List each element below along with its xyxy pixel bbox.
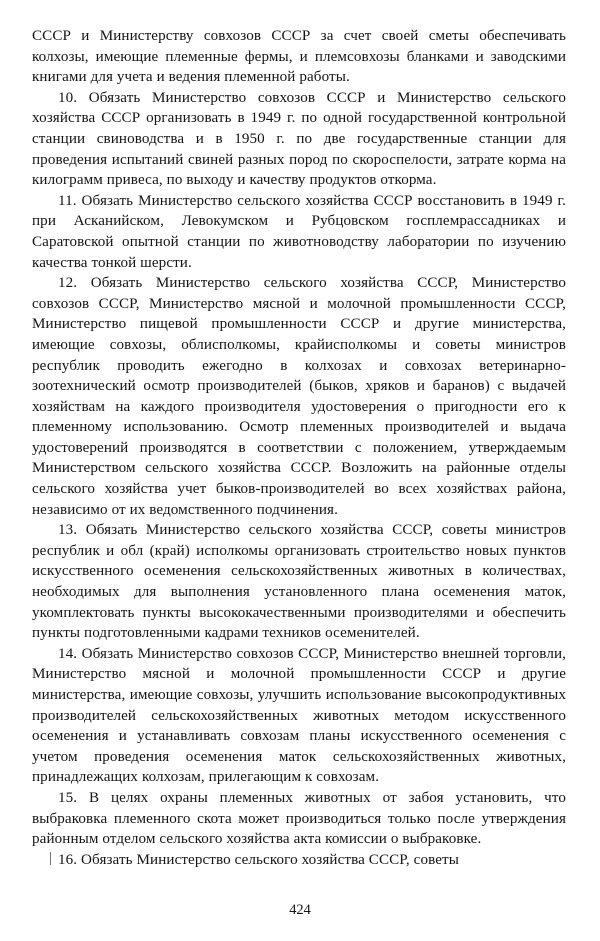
- paragraph-item-11: 11. Обязать Министерство сельского хозяйства СССР восстановить в 1949 г. при Асканийском, Левокумском и Рубцовском госплемрассадниках и Саратовской опытной станции по животноводству лаборатории по изучению качества тонкой шерсти.: [32, 192, 566, 271]
- paragraph-item-14: 14. Обязать Министерство совхозов СССР, Министерство внешней торговли, Министерство мясной и молочной промышленности СССР и другие министерства, имеющие совхозы, улучшить использование высокопродуктивных производителей сельскохозяйственных животных методом искусственного осеменения и устанавливать совхозам планы искусственного осеменения с учетом проведения осеменения маток сельскохозяйственных животных, принадлежащих колхозам, прилегающим к совхозам.: [32, 645, 566, 786]
- paragraph-item-13: 13. Обязать Министерство сельского хозяйства СССР, советы министров республик и обл (край) исполкомы организовать строительство новых пунктов искусственного осеменения сельскохозяйственных животных в количествах, необходимых для выполнения установленного плана осеменения маток, укомплектовать пункты высококачественными производителями и обеспечить пункты подготовленными кадрами техников осеменителей.: [32, 522, 566, 642]
- paragraph-item-10: 10. Обязать Министерство совхозов СССР и Министерство сельского хозяйства СССР организовать в 1949 г. по одной государственной контрольной станции свиноводства и в 1950 г. по две государственные станции для проведения испытаний свиней разных пород по скороспелости, затрате корма на килограмм привеса, по выходу и качеству продуктов откорма.: [32, 89, 566, 189]
- page-number: 424: [289, 902, 311, 918]
- margin-tick-mark: [50, 852, 51, 865]
- paragraph-item-15: 15. В целях охраны племенных животных от забоя установить, что выбраковка племенного скота может производиться только после утверждения районным отделом сельского хозяйства акта комиссии о выбраковке.: [32, 789, 566, 848]
- paragraph-item-16-text: 16. Обязать Министерство сельского хозяйства СССР, советы: [58, 851, 459, 868]
- paragraph-item-12: 12. Обязать Министерство сельского хозяйства СССР, Министерство совхозов СССР, Министерство мясной и молочной промышленности СССР, Министерство пищевой промышленности СССР и другие министерства, имеющие совхозы, облисполкомы, крайисполкомы и советы министров республик проводить ежегодно в колхозах и совхозах ветеринарно-зоотехнический осмотр производителей (быков, хряков и баранов) с выдачей хозяйствам на каждого производителя удостоверения о пригодности его к племенному использованию. Осмотр племенных производителей и выдача удостоверений производятся в соответствии с положением, утверждаемым Министерством сельского хозяйства СССР. Возложить на районные отделы сельского хозяйства учет быков-производителей во всех хозяйствах района, независимо от их ведомственного подчинения.: [32, 275, 566, 518]
- paragraph-item-16: [32, 850, 566, 871]
- paragraph-continued: СССР и Министерству совхозов СССР за счет своей сметы обеспечивать колхозы, имеющие племенные фермы, и племсовхозы бланками и заводскими книгами для учета и ведения племенной работы.: [32, 28, 566, 86]
- page-body: [32, 26, 566, 870]
